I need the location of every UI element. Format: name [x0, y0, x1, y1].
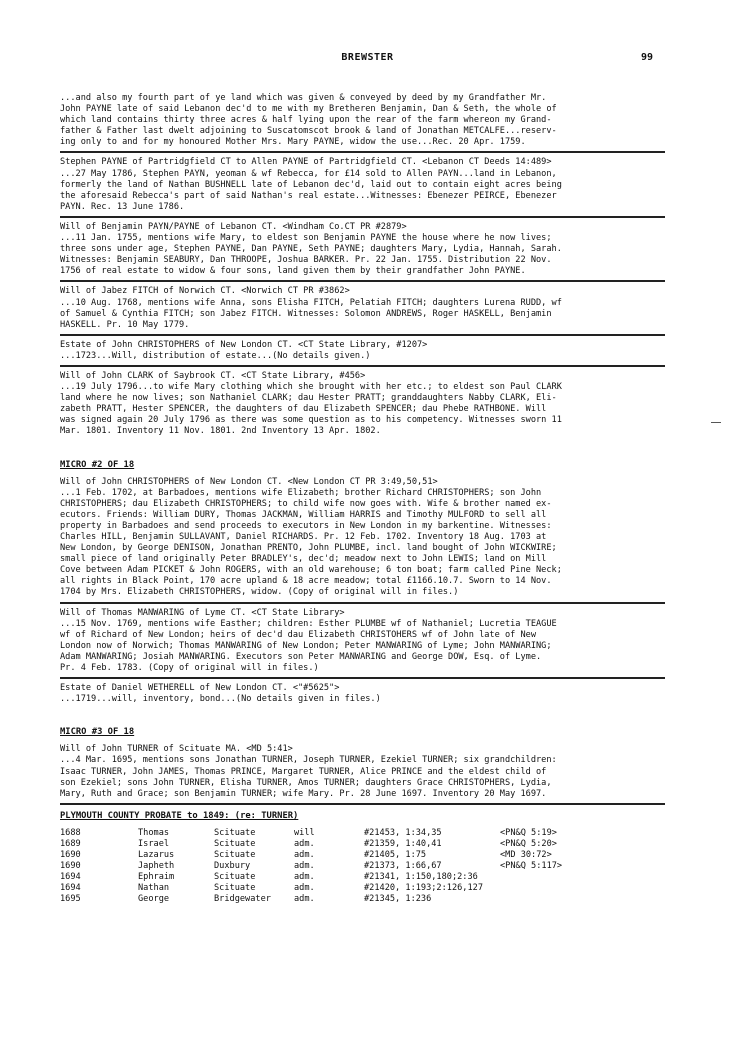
probate-row: [60, 894, 620, 905]
divider: [60, 280, 665, 282]
record-entry: Stephen PAYNE of Partridgfield CT to Allen PAYNE of Partridgfield CT. <Lebanon CT Deeds 14:489> ...27 May 1786, Stephen PAYN, yeoman & wf Rebecca, for £14 sold to Allen PAYN...land in Lebanon, formerly the land of Nathan BUSHNELL late of Lebanon dec'd, laid out to contain eight acres being the aforesaid Rebecca's part of said Nathan's real estate...Witnesses: Ebenezer PEIRCE, Ebenezer PAYN. Rec. 13 June 1786.: [60, 157, 562, 212]
probate-heading: PLYMOUTH COUNTY PROBATE to 1849: (re: TURNER): [60, 810, 299, 821]
probate-cell: [500, 894, 620, 905]
probate-cell: Ephraim: [138, 872, 175, 883]
probate-cell: Scituate: [214, 827, 256, 838]
probate-cell: Scituate: [214, 883, 256, 894]
probate-cell: 1690: [60, 849, 81, 860]
record-entry: Estate of Daniel WETHERELL of New London CT. <"#5625"> ...1719...will, inventory, bond...(No details given in files.): [60, 683, 381, 705]
divider: [60, 216, 665, 218]
record-entry: Will of John TURNER of Scituate MA. <MD 5:41> ...4 Mar. 1695, mentions sons Jonathan TURNER, Joseph TURNER, Ezekiel TURNER; six grandchildren: Isaac TURNER, John JAMES, Thomas PRINCE, Margaret TURNER, Alice PRINCE and the eldest child of son Ezekiel; sons John TURNER, Elisha TURNER, Amos TURNER; daughters Grace CHRISTOPHERS, Lydia, Mary, Ruth and Grace; son Benjamin TURNER; wife Mary. Pr. 28 June 1697. Inventory 20 May 1697.: [60, 744, 557, 799]
probate-cell: Lazarus: [138, 849, 175, 860]
probate-cell: 1689: [60, 838, 81, 849]
probate-cell: Nathan: [138, 883, 170, 894]
probate-cell: #21420, 1:193;2:126,127: [364, 883, 483, 894]
probate-cell: #21453, 1:34,35: [364, 827, 442, 838]
probate-cell: 1690: [60, 861, 81, 872]
section-heading: MICRO #2 OF 18: [60, 459, 135, 470]
probate-cell: 1694: [60, 872, 81, 883]
probate-cell: 1688: [60, 827, 81, 838]
record-entry: Will of Thomas MANWARING of Lyme CT. <CT State Library> ...15 Nov. 1769, mentions wife Easther; children: Esther PLUMBE wf of Nathaniel; Lucretia TEAGUE wf of Richard of New London; heirs of dec'd dau Elizabeth CHRISTOHERS wf of John late of New London now of Norwich; Thomas MANWARING of New London; Peter MANWARING of Lyme; John MANWARING; Adam MANWARING; Josiah MANWARING. Executors son Peter MANWARING and George DOW, Esq. of Lyme. Pr. 4 Feb. 1783. (Copy of original will in files.): [60, 607, 557, 674]
probate-cell: 1695: [60, 894, 81, 905]
probate-cell: [500, 883, 620, 894]
section-heading: MICRO #3 OF 18: [60, 727, 135, 738]
probate-cell: Thomas: [138, 827, 170, 838]
divider: [60, 365, 665, 367]
probate-cell: Israel: [138, 838, 170, 849]
probate-cell: adm.: [294, 872, 315, 883]
record-entry: Estate of John CHRISTOPHERS of New London CT. <CT State Library, #1207> ...1723...Will, distribution of estate...(No details given.): [60, 339, 428, 361]
probate-cell: <MD 30:72>: [500, 849, 552, 860]
page-header: [0, 52, 735, 66]
probate-cell: George: [138, 894, 170, 905]
probate-cell: adm.: [294, 894, 315, 905]
page-content: [60, 93, 665, 905]
probate-row: [60, 850, 620, 861]
probate-cell: Bridgewater: [214, 894, 271, 905]
probate-cell: #21405, 1:75: [364, 849, 427, 860]
page-title: BREWSTER: [341, 52, 394, 63]
probate-cell: [500, 872, 620, 883]
probate-row: [60, 883, 620, 894]
probate-cell: #21359, 1:40,41: [364, 838, 442, 849]
probate-cell: adm.: [294, 883, 315, 894]
probate-row: [60, 828, 620, 839]
divider: [60, 151, 665, 153]
probate-cell: <PN&Q 5:20>: [500, 838, 557, 849]
probate-cell: Scituate: [214, 849, 256, 860]
probate-cell: Scituate: [214, 872, 256, 883]
probate-row: [60, 839, 620, 850]
divider: [60, 602, 665, 604]
probate-row: [60, 861, 620, 872]
divider: [60, 803, 665, 805]
probate-cell: #21345, 1:236: [364, 894, 432, 905]
margin-mark: [711, 422, 721, 423]
probate-table: [60, 828, 620, 906]
probate-cell: will: [294, 827, 315, 838]
probate-cell: adm.: [294, 861, 315, 872]
probate-cell: Duxbury: [214, 861, 251, 872]
probate-cell: adm.: [294, 838, 315, 849]
page-number: 99: [640, 52, 653, 63]
probate-cell: Scituate: [214, 838, 256, 849]
probate-table-body: [60, 828, 620, 906]
probate-cell: adm.: [294, 849, 315, 860]
record-entry: Will of John CLARK of Saybrook CT. <CT State Library, #456> ...19 July 1796...to wife Mary clothing which she brought with her etc.; to eldest son Paul CLARK land where he now lives; son Nathaniel CLARK; dau Hester PRATT; granddaughters Nabby CLARK, Eli- zabeth PRATT, Hester SPENCER, the daughters of dau Elizabeth SPENCER; dau Phebe RATHBONE. Will was signed again 20 July 1796 as there was some question as to his competency. Witnesses sworn 11 Mar. 1801. Inventory 11 Nov. 1801. 2nd Inventory 13 Apr. 1802.: [60, 370, 562, 437]
record-entry: Will of Jabez FITCH of Norwich CT. <Norwich CT PR #3862> ...10 Aug. 1768, mentions wife Anna, sons Elisha FITCH, Pelatiah FITCH; daughters Lurena RUDD, wf of Samuel & Cynthia FITCH; son Jabez FITCH. Witnesses: Solomon ANDREWS, Roger HASKELL, Benjamin HASKELL. Pr. 10 May 1779.: [60, 286, 562, 330]
probate-row: [60, 872, 620, 883]
probate-cell: Japheth: [138, 861, 175, 872]
probate-cell: #21373, 1:66,67: [364, 861, 442, 872]
probate-cell: <PN&Q 5:19>: [500, 827, 557, 838]
probate-cell: #21341, 1:150,180;2:36: [364, 872, 478, 883]
divider: [60, 334, 665, 336]
record-entry: Will of John CHRISTOPHERS of New London CT. <New London CT PR 3:49,50,51> ...1 Feb. 1702, at Barbadoes, mentions wife Elizabeth; brother Richard CHRISTOPHERS; son John CHRISTOPHERS; dau Elizabeth CHRISTOPHERS; to child wife now goes with. Wife & brother named ex- ecutors. Friends: William DURY, Thomas JACKMAN, William HARRIS and Timothy MULFORD to sell all property in Barbadoes and send proceeds to executors in New London in my barkentine. Witnesses: Charles HILL, Benjamin SULLAVANT, Daniel RICHARDS. Pr. 12 Feb. 1702. Inventory 18 Aug. 1703 at New London, by George DENISON, Jonathan PRENTO, John PLUMBE, incl. land bought of John WICKWIRE; small piece of land originally Peter BRADLEY's, dec'd; meadow next to John LEWIS; land on Mill Cove between Adam PICKET & John ROGERS, with an old warehouse; 6 ton boat; farm called Pine Neck; all rights in Black Point, 170 acre upland & 18 acre meadow; total £1166.10.7. Sworn to 14 Nov. 1704 by Mrs. Elizabeth CHRISTOPHERS, widow. (Copy of original will in files.): [60, 476, 562, 598]
probate-cell: <PN&Q 5:117>: [500, 861, 563, 872]
probate-cell: 1694: [60, 883, 81, 894]
record-entry: ...and also my fourth part of ye land which was given & conveyed by deed by my Grandfather Mr. John PAYNE late of said Lebanon dec'd to me with my Bretheren Benjamin, Dan & Seth, the whole of which land contains thirty three acres & half lying upon the rear of the farm whereon my Grand- father & Father last dwelt adjoining to Suscatomscot brook & land of Jonathan METCALFE...reserv- ing only to and for my honoured Mother Mrs. Mary PAYNE, widow the use...Rec. 20 Apr. 1759.: [60, 93, 557, 148]
divider: [60, 677, 665, 679]
record-entry: Will of Benjamin PAYN/PAYNE of Lebanon CT. <Windham Co.CT PR #2879> ...11 Jan. 1755, mentions wife Mary, to eldest son Benjamin PAYNE the house where he now lives; three sons under age, Stephen PAYNE, Dan PAYNE, Seth PAYNE; daughters Mary, Lydia, Hannah, Sarah. Witnesses: Benjamin SEABURY, Dan THROOPE, Joshua BARKER. Pr. 22 Jan. 1755. Distribution 22 Nov. 1756 of real estate to widow & four sons, land given them by their grandfather John PAYNE.: [60, 221, 562, 277]
